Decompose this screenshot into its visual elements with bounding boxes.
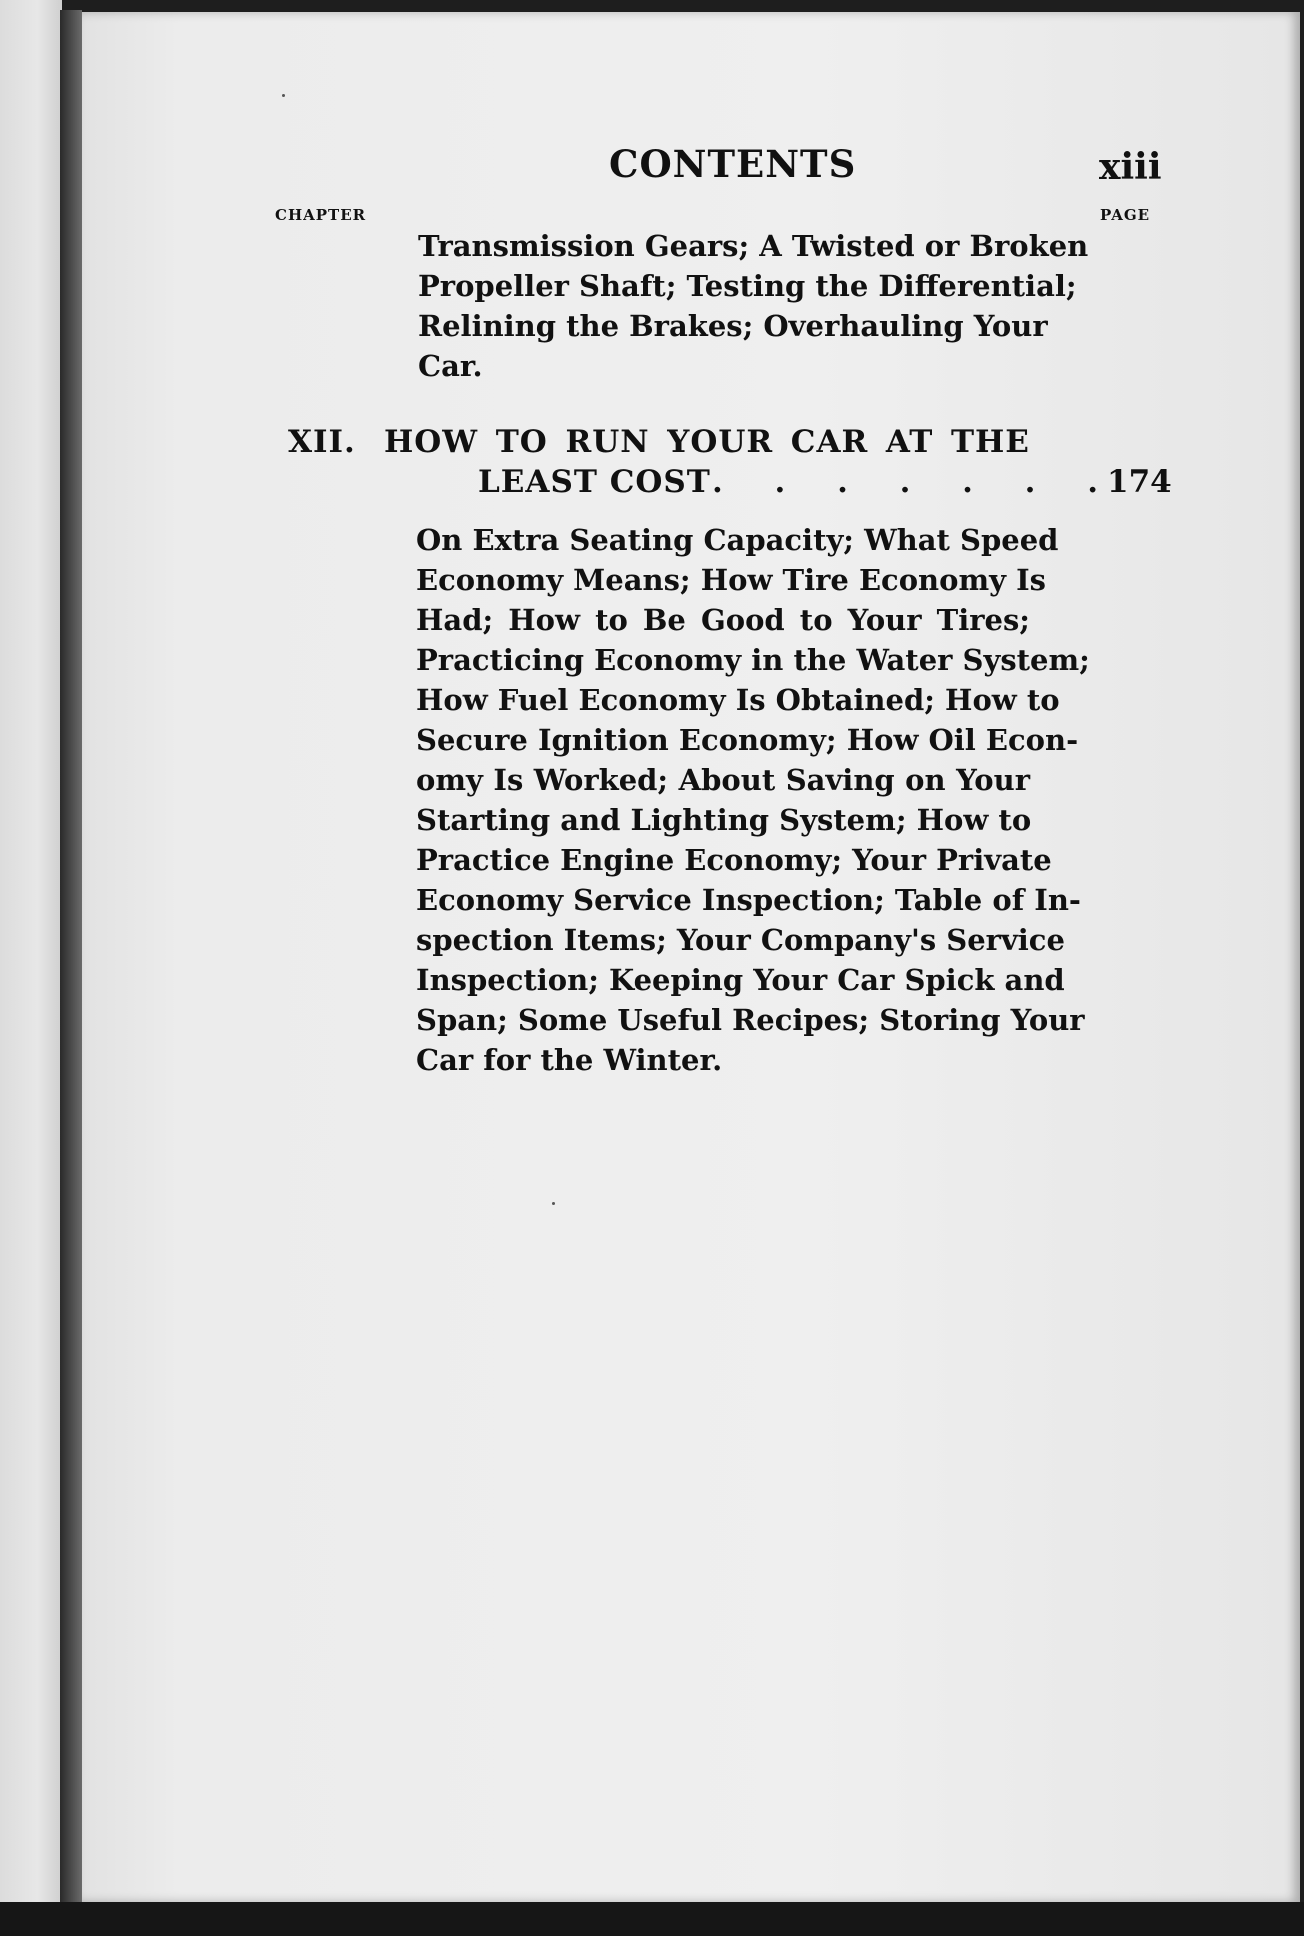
summary-line: omy Is Worked; About Saving on Your (416, 763, 1030, 797)
title-word: AT (885, 424, 934, 460)
leader-dot: . (962, 464, 973, 500)
leader-dot: . (899, 464, 911, 500)
summary-line: Propeller Shaft; Testing the Differential; (418, 269, 1077, 303)
leader-dot: . (712, 464, 723, 500)
page-column-label: PAGE (1100, 206, 1151, 224)
bottom-edge-shadow (0, 1902, 1304, 1936)
title-word: YOUR (667, 424, 774, 460)
chapter-summary (416, 520, 1090, 1080)
title-word: RUN (565, 424, 650, 460)
book-binding-shadow (60, 10, 82, 1902)
summary-line: Economy Means; How Tire Economy Is (416, 563, 1046, 597)
contents-page (82, 12, 1300, 1902)
title-word: THE (950, 424, 1030, 460)
summary-line: Relining the Brakes; Overhauling Your (418, 309, 1048, 343)
title-word: TO (495, 424, 548, 460)
summary-line: Transmission Gears; A Twisted or Broken (418, 229, 1089, 263)
leader-dot: . (774, 464, 786, 500)
title-word: CAR (790, 424, 869, 460)
summary-line: Had; How to Be Good to Your Tires; (416, 603, 1030, 637)
paper-speck (552, 1202, 555, 1205)
summary-line: spection Items; Your Company's Service (416, 923, 1065, 957)
summary-line: Car for the Winter. (416, 1043, 723, 1077)
leader-dot: . (837, 464, 848, 500)
previous-page-edge (0, 0, 62, 1936)
dot-leaders (712, 464, 1098, 500)
chapter-title-line-1 (384, 424, 1030, 460)
summary-line: Starting and Lighting System; How to (416, 803, 1032, 837)
summary-line: Secure Ignition Economy; How Oil Econ- (416, 723, 1079, 757)
summary-line: Economy Service Inspection; Table of In- (416, 883, 1081, 917)
summary-line: How Fuel Economy Is Obtained; How to (416, 683, 1060, 717)
leader-dot: . (1024, 464, 1036, 500)
summary-line: Car. (418, 349, 483, 383)
summary-line: Practice Engine Economy; Your Private (416, 843, 1052, 877)
title-word: HOW (384, 424, 479, 460)
summary-line: On Extra Seating Capacity; What Speed (416, 523, 1059, 557)
leader-dot: . (1087, 464, 1098, 500)
chapter-page-number: 174 (1107, 464, 1172, 500)
running-title: CONTENTS (609, 142, 857, 186)
paper-speck (282, 94, 285, 97)
page-folio: xiii (1099, 146, 1162, 188)
continued-chapter-summary (418, 226, 1089, 386)
summary-line: Inspection; Keeping Your Car Spick and (416, 963, 1065, 997)
summary-line: Span; Some Useful Recipes; Storing Your (416, 1003, 1085, 1037)
chapter-title-line-2: LEAST COST (478, 464, 711, 500)
chapter-column-label: CHAPTER (275, 206, 367, 224)
summary-line: Practicing Economy in the Water System; (416, 643, 1090, 677)
chapter-number: XII. (288, 424, 356, 460)
